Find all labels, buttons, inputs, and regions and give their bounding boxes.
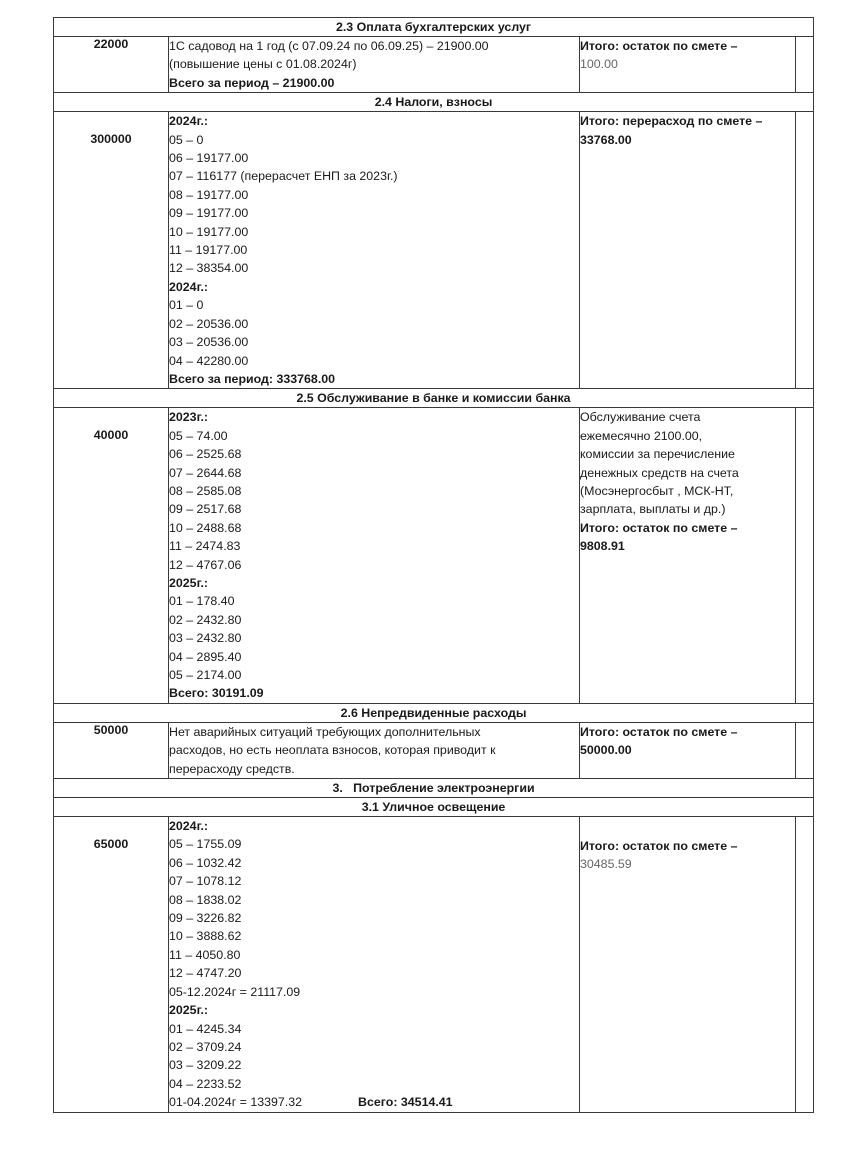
budget-amount: 40000 (54, 408, 169, 704)
section-header-2-4 (54, 93, 814, 112)
section-title: 3. Потребление электроэнергии (54, 779, 814, 798)
details-cell (169, 112, 580, 389)
month-line: 06 – 1032.42 (169, 855, 242, 870)
month-line: 07 – 116177 (перерасчет ЕНП за 2023г.) (169, 169, 398, 184)
result-label: Итого: остаток по смете – (580, 724, 738, 739)
month-line: 03 – 20536.00 (169, 335, 249, 350)
month-line: 08 – 1838.02 (169, 892, 242, 907)
budget-table (53, 17, 814, 1113)
month-line: 12 – 38354.00 (169, 261, 249, 276)
month-line: 05 – 0 (169, 132, 204, 147)
month-line: 11 – 4050.80 (169, 947, 241, 962)
month-line: 06 – 2525.68 (169, 447, 242, 462)
month-line: 02 – 20536.00 (169, 316, 249, 331)
month-line: 09 – 3226.82 (169, 911, 242, 926)
result-cell (580, 112, 796, 389)
section-row-3-1 (54, 817, 814, 1113)
month-line: 05 – 74.00 (169, 428, 228, 443)
month-line: 05 – 1755.09 (169, 837, 242, 852)
period-total: Всего: 30191.09 (169, 686, 264, 701)
result-value: 30485.59 (580, 857, 632, 872)
side-cell (796, 817, 814, 1113)
result-cell (580, 408, 796, 704)
note-line: зарплата, выплаты и др.) (580, 502, 726, 517)
result-label: Итого: остаток по смете – (580, 520, 738, 535)
detail-line: расходов, но есть неоплата взносов, которая приводит к (169, 743, 496, 758)
month-line: 08 – 19177.00 (169, 187, 249, 202)
month-line: 04 – 42280.00 (169, 353, 249, 368)
section-title: 2.3 Оплата бухгалтерских услуг (54, 18, 814, 37)
month-line: 05 – 2174.00 (169, 668, 242, 682)
subtotal-line: 05-12.2024г = 21117.09 (169, 984, 301, 999)
budget-amount: 65000 (54, 817, 169, 1113)
result-value: 50000.00 (580, 743, 632, 758)
section-header-2-3 (54, 18, 814, 37)
period-total: Всего за период: 333768.00 (169, 371, 336, 386)
month-line: 10 – 2488.68 (169, 520, 242, 535)
result-value: 100.00 (580, 57, 618, 72)
section-title: 2.4 Налоги, взносы (54, 93, 814, 112)
section-title: 3.1 Уличное освещение (54, 798, 814, 817)
note-line: денежных средств на счета (580, 465, 739, 480)
result-cell (580, 37, 796, 93)
note-line: Обслуживание счета (580, 410, 701, 425)
month-line: 09 – 2517.68 (169, 502, 242, 517)
section-row-2-4 (54, 112, 814, 389)
detail-line: Нет аварийных ситуаций требующих дополнительных (169, 724, 481, 739)
details-cell (169, 817, 580, 1113)
result-label: Итого: перерасход по смете – (580, 114, 763, 129)
month-line: 11 – 2474.83 (169, 539, 241, 554)
section-row-2-6 (54, 722, 814, 778)
subtotal-total-line (169, 1093, 579, 1111)
section-row-2-5 (54, 408, 814, 704)
side-cell (796, 408, 814, 704)
side-cell (796, 112, 814, 389)
period-total: Всего за период – 21900.00 (169, 75, 335, 90)
side-cell (796, 722, 814, 778)
section-row-2-3 (54, 37, 814, 93)
section-header-3-1 (54, 798, 814, 817)
month-line: 12 – 4767.06 (169, 557, 242, 572)
month-line: 12 – 4747.20 (169, 966, 242, 981)
details-cell (169, 408, 580, 704)
details-cell (169, 722, 580, 778)
section-header-2-5 (54, 389, 814, 408)
month-line: 09 – 19177.00 (169, 206, 249, 221)
year-label: 2024г.: (169, 819, 209, 834)
month-line: 06 – 19177.00 (169, 151, 249, 166)
budget-amount: 50000 (54, 722, 169, 778)
year-label: 2024г.: (169, 114, 209, 129)
result-label: Итого: остаток по смете – (580, 839, 738, 854)
section-header-3 (54, 779, 814, 798)
month-line: 01 – 4245.34 (169, 1021, 242, 1036)
month-line: 03 – 2432.80 (169, 631, 242, 646)
note-line: ежемесячно 2100.00, (580, 428, 703, 443)
section-header-2-6 (54, 703, 814, 722)
month-line: 07 – 2644.68 (169, 465, 242, 480)
month-line: 03 – 3209.22 (169, 1058, 242, 1073)
month-line: 04 – 2233.52 (169, 1076, 242, 1091)
period-total: Всего: 34514.41 (358, 1095, 453, 1110)
result-value: 33768.00 (580, 132, 632, 147)
side-cell (796, 37, 814, 93)
note-line: (Мосэнергосбыт , МСК-НТ, (580, 483, 734, 498)
budget-amount: 300000 (54, 112, 169, 389)
budget-amount: 22000 (54, 37, 169, 93)
month-line: 10 – 3888.62 (169, 929, 242, 944)
details-cell (169, 37, 580, 93)
result-label: Итого: остаток по смете – (580, 39, 738, 53)
month-line: 01 – 0 (169, 298, 204, 313)
year-label: 2024г.: (169, 279, 209, 294)
result-cell (580, 817, 796, 1113)
month-line: 11 – 19177.00 (169, 243, 248, 258)
detail-line: 1С садовод на 1 год (с 07.09.24 по 06.09.25) – 21900.00 (169, 39, 489, 53)
section-title: 2.6 Непредвиденные расходы (54, 703, 814, 722)
month-line: 01 – 178.40 (169, 594, 235, 609)
year-label: 2023г.: (169, 410, 209, 425)
month-line: 02 – 3709.24 (169, 1039, 242, 1054)
detail-line: (повышение цены с 01.08.2024г) (169, 57, 357, 72)
month-line: 08 – 2585.08 (169, 483, 242, 498)
month-line: 02 – 2432.80 (169, 612, 242, 627)
detail-line: перерасходу средств. (169, 761, 295, 776)
subtotal-line: 01-04.2024г = 13397.32 (169, 1095, 303, 1110)
month-line: 10 – 19177.00 (169, 224, 249, 239)
section-title: 2.5 Обслуживание в банке и комиссии банка (54, 389, 814, 408)
month-line: 07 – 1078.12 (169, 874, 242, 889)
note-line: комиссии за перечисление (580, 447, 735, 462)
result-value: 9808.91 (580, 539, 625, 554)
month-line: 04 – 2895.40 (169, 649, 242, 664)
year-label: 2025г.: (169, 1003, 209, 1018)
result-cell (580, 722, 796, 778)
year-label: 2025г.: (169, 575, 209, 590)
